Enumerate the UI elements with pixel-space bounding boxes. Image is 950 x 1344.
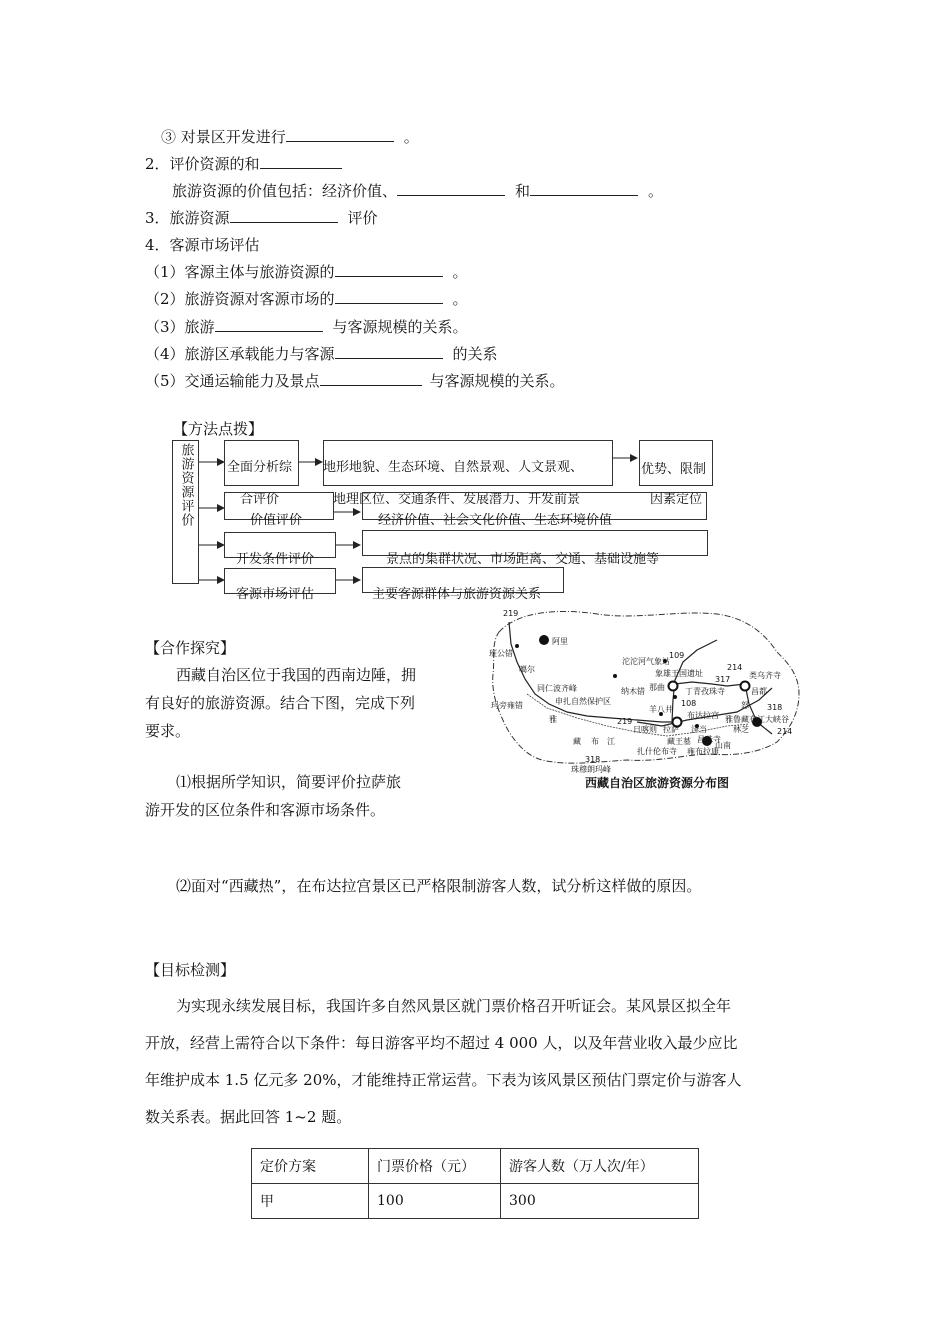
svg-text:雍布拉康: 雍布拉康 [687, 747, 719, 756]
price-table [251, 1148, 699, 1219]
coop-q1a: ⑴根据所学知识，简要评价拉萨旅 [176, 773, 402, 791]
svg-text:108: 108 [681, 699, 697, 708]
root-label: 旅游资源评价 [178, 443, 194, 527]
svg-text:林芝: 林芝 [733, 725, 749, 734]
r4-content: 主要客源群体与旅游资源关系 [372, 587, 542, 602]
svg-text:日喀则: 日喀则 [633, 725, 657, 734]
r2-label: 价值评价 [250, 513, 303, 528]
svg-text:象雄王国遗址: 象雄王国遗址 [655, 669, 703, 678]
line-4: 3．旅游资源 评价 [145, 209, 378, 227]
r1-result: 优势、限制 [641, 462, 707, 477]
line-2: 2．评价资源的和 [145, 153, 342, 174]
changdu-marker [741, 682, 750, 691]
road-317 [675, 682, 745, 686]
svg-text:江: 江 [607, 737, 615, 746]
line-1: ③ 对景区开发进行 。 [161, 128, 419, 146]
coop-heading: 【合作探究】 [145, 639, 236, 657]
svg-text:山南: 山南 [715, 741, 731, 750]
svg-text:丁青孜珠寺: 丁青孜珠寺 [685, 687, 725, 696]
r3-content: 景点的集群状况、市场距离、交通、基础设施等 [386, 552, 660, 567]
line-8: （3）旅游 与客源规模的关系。 [145, 318, 468, 336]
table-row [252, 1184, 699, 1219]
r1-content: 地形地貌、生态环境、自然景观、人文景观、 [323, 460, 584, 475]
svg-text:泽当: 泽当 [691, 725, 707, 734]
svg-text:类乌齐寺: 类乌齐寺 [749, 671, 781, 680]
table-header-cell: 门票价格（元） [369, 1149, 501, 1184]
goal-p3: 年维护成本 1.5 亿元多 20%，才能维持正常运营。下表为该风景区预估门票定价与游客人 [145, 1071, 742, 1089]
svg-text:扎什伦布寺: 扎什伦布寺 [637, 747, 677, 756]
svg-text:214: 214 [777, 727, 793, 736]
coop-p2: 有良好的旅游资源。结合下图，完成下列 [145, 694, 416, 712]
table-header-row [252, 1149, 699, 1184]
table-cell: 甲 [252, 1184, 369, 1219]
svg-text:拉萨: 拉萨 [663, 725, 679, 734]
r1-result-cont: 因素定位 [650, 492, 703, 507]
r1-content-cont: 地理区位、交通条件、发展潜力、开发前景 [333, 492, 581, 507]
tibet-map [487, 604, 807, 776]
svg-text:藏: 藏 [573, 737, 581, 746]
svg-text:318: 318 [585, 755, 601, 764]
line-7: （2）旅游资源对客源市场的 。 [145, 290, 468, 308]
coop-p3: 要求。 [145, 722, 191, 740]
svg-text:藏王墓: 藏王墓 [667, 737, 691, 746]
table-header-cell: 游客人数（万人次/年） [501, 1149, 699, 1184]
svg-text:那曲: 那曲 [649, 683, 665, 692]
line-10: （5）交通运输能力及景点 与客源规模的关系。 [145, 372, 565, 390]
svg-text:雅鲁藏布江大峡谷: 雅鲁藏布江大峡谷 [725, 715, 789, 724]
method-heading: 【方法点拨】 [173, 420, 264, 438]
svg-text:雅: 雅 [549, 715, 557, 724]
svg-text:玛旁雍错: 玛旁雍错 [491, 701, 523, 710]
r4-label: 客源市场评估 [236, 587, 315, 602]
r1-label: 全面分析综 [227, 460, 293, 475]
goal-p4: 数关系表。据此回答 1~2 题。 [145, 1108, 352, 1126]
r2-content: 经济价值、社会文化价值、生态环境价值 [378, 513, 613, 528]
nagqu-marker [669, 682, 678, 691]
svg-text:布: 布 [591, 737, 599, 746]
svg-text:昌珠寺: 昌珠寺 [697, 735, 721, 744]
coop-p1: 西藏自治区位于我国的西南边陲，拥 [176, 666, 417, 684]
svg-text:班公错: 班公错 [489, 649, 513, 658]
coop-q2: ⑵面对“西藏热”，在布达拉宫景区已严格限制游客人数，试分析这样做的原因。 [176, 877, 702, 895]
line-9: （4）旅游区承载能力与客源 的关系 [145, 345, 498, 363]
r1-label-cont: 合评价 [240, 492, 280, 507]
goal-p2: 开放，经营上需符合以下条件：每日游客平均不超过 4 000 人，以及年营业收入最少应比 [145, 1034, 738, 1052]
svg-text:噶尔: 噶尔 [519, 665, 535, 674]
svg-text:同仁波齐峰: 同仁波齐峰 [537, 684, 577, 693]
svg-text:318: 318 [767, 703, 783, 712]
coop-q1b: 游开发的区位条件和客源市场条件。 [145, 801, 386, 819]
line-3: 旅游资源的价值包括：经济价值、 和 。 [172, 182, 664, 200]
svg-text:109: 109 [669, 651, 685, 660]
svg-text:珠穆朗玛峰: 珠穆朗玛峰 [571, 765, 611, 774]
table-cell: 300 [501, 1184, 699, 1219]
goal-p1: 为实现永续发展目标，我国许多自然风景区就门票价格召开听证会。某风景区拟全年 [176, 997, 732, 1015]
svg-text:羊八井: 羊八井 [649, 705, 673, 714]
r3-label: 开发条件评价 [236, 552, 315, 567]
svg-text:219: 219 [617, 717, 633, 726]
svg-text:布达拉宫: 布达拉宫 [687, 711, 719, 720]
svg-text:214: 214 [727, 663, 743, 672]
svg-text:阿里: 阿里 [552, 637, 568, 646]
svg-text:昌都: 昌都 [751, 687, 767, 696]
svg-text:219: 219 [503, 609, 519, 618]
svg-text:317: 317 [715, 675, 731, 684]
svg-text:申扎自然保护区: 申扎自然保护区 [555, 697, 611, 706]
line-6: （1）客源主体与旅游资源的 。 [145, 263, 468, 281]
svg-text:沱沱河气象站: 沱沱河气象站 [622, 657, 670, 666]
table-header-cell: 定价方案 [252, 1149, 369, 1184]
svg-text:怒: 怒 [741, 701, 749, 710]
svg-text:纳木错: 纳木错 [621, 687, 645, 696]
ali-marker [539, 635, 549, 645]
goal-heading: 【目标检测】 [145, 961, 236, 979]
map-caption: 西藏自治区旅游资源分布图 [585, 776, 730, 790]
line-5: 4．客源市场评估 [145, 236, 260, 254]
table-cell: 100 [369, 1184, 501, 1219]
